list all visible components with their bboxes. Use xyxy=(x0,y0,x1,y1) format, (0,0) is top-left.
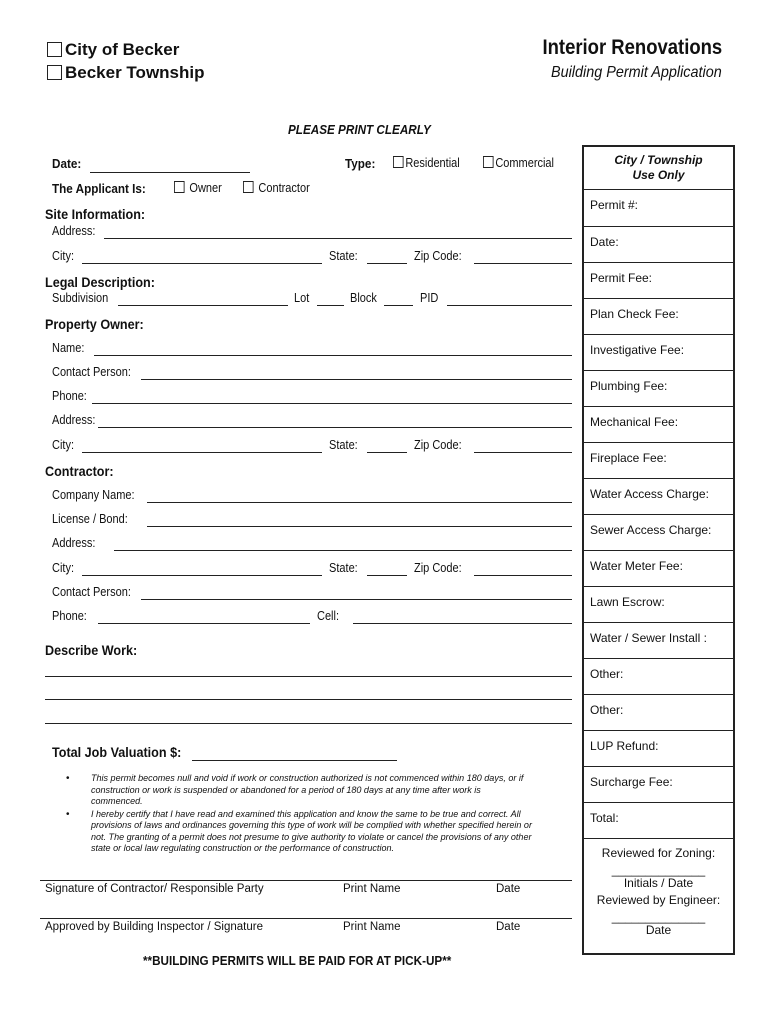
inspector-signature-label: Approved by Building Inspector / Signature xyxy=(45,921,263,933)
describe-work-heading: Describe Work: xyxy=(45,642,138,658)
contractor-contact-label: Contact Person: xyxy=(52,585,131,599)
plumbing-fee-field[interactable] xyxy=(584,371,733,407)
becker-township-option[interactable] xyxy=(47,63,205,83)
office-use-heading-line1: City / Township xyxy=(614,153,703,167)
township-checkbox[interactable] xyxy=(47,65,62,80)
site-information-heading: Site Information: xyxy=(45,206,146,222)
plumbing-fee-label: Plumbing Fee: xyxy=(590,379,668,393)
contractor-print-name-label: Print Name xyxy=(343,883,401,895)
zoning-initials-line[interactable]: ______________ xyxy=(611,863,706,877)
date-field[interactable] xyxy=(90,172,250,173)
print-clearly-notice: PLEASE PRINT CLEARLY xyxy=(288,122,431,137)
owner-state-field[interactable] xyxy=(367,452,407,453)
contractor-state-label: State: xyxy=(329,561,358,575)
company-name-label: Company Name: xyxy=(52,488,135,502)
water-meter-fee-label: Water Meter Fee: xyxy=(590,559,683,573)
surcharge-fee-field[interactable] xyxy=(584,767,733,803)
license-bond-field[interactable] xyxy=(147,526,572,527)
other-fee-field-1[interactable] xyxy=(584,659,733,695)
office-date-label: Date: xyxy=(590,235,619,249)
bullet-icon: • xyxy=(66,773,70,784)
total-field[interactable] xyxy=(584,803,733,839)
permit-number-field[interactable] xyxy=(584,189,733,227)
subdivision-label: Subdivision xyxy=(52,291,109,305)
lup-refund-field[interactable] xyxy=(584,731,733,767)
contractor-phone-label: Phone: xyxy=(52,609,87,623)
engineer-date-line[interactable]: ______________ xyxy=(611,910,706,924)
contractor-cell-label: Cell: xyxy=(317,609,340,623)
contractor-contact-field[interactable] xyxy=(141,599,572,600)
owner-label: Owner xyxy=(189,181,222,195)
fireplace-fee-label: Fireplace Fee: xyxy=(590,451,667,465)
owner-checkbox[interactable] xyxy=(174,181,185,193)
sewer-access-charge-field[interactable] xyxy=(584,515,733,551)
block-field[interactable] xyxy=(384,305,413,306)
plan-check-fee-label: Plan Check Fee: xyxy=(590,307,679,321)
contractor-label: Contractor xyxy=(258,181,310,195)
describe-work-line-2[interactable] xyxy=(45,699,572,700)
form-subtitle: Building Permit Application xyxy=(551,64,722,81)
note-void-text: This permit becomes null and void if work or construction authorized is not commenced within 180 days, or if construction or work is suspended or abandoned for a period of 180 days at any time after work is commenced. xyxy=(91,773,524,807)
owner-city-label: City: xyxy=(52,438,74,452)
contractor-address-field[interactable] xyxy=(114,550,572,551)
inspector-date-label: Date xyxy=(496,921,521,933)
water-sewer-install-label: Water / Sewer Install : xyxy=(590,631,707,645)
describe-work-line-3[interactable] xyxy=(45,723,572,724)
lot-label: Lot xyxy=(294,291,310,305)
mechanical-fee-label: Mechanical Fee: xyxy=(590,415,679,429)
date-label: Date: xyxy=(52,156,82,171)
describe-work-line-1[interactable] xyxy=(45,676,572,677)
surcharge-fee-label: Surcharge Fee: xyxy=(590,775,673,789)
contractor-signature-line[interactable] xyxy=(40,880,572,881)
legal-description-heading: Legal Description: xyxy=(45,274,155,290)
contractor-state-field[interactable] xyxy=(367,575,407,576)
residential-option[interactable] xyxy=(393,156,460,170)
office-use-heading-line2: Use Only xyxy=(632,168,685,182)
other-fee-field-2[interactable] xyxy=(584,695,733,731)
office-use-heading xyxy=(584,147,733,189)
zoning-initials-date-label: Initials / Date xyxy=(623,876,694,890)
owner-zip-label: Zip Code: xyxy=(414,438,462,452)
reviewed-engineer-label: Reviewed by Engineer: xyxy=(596,893,721,907)
fireplace-fee-field[interactable] xyxy=(584,443,733,479)
inspector-signature-line[interactable] xyxy=(40,918,572,919)
applicant-is-label: The Applicant Is: xyxy=(52,181,146,196)
contractor-city-field[interactable] xyxy=(82,575,322,576)
owner-phone-label: Phone: xyxy=(52,389,87,403)
other-fee-label-2: Other: xyxy=(590,703,624,717)
owner-address-label: Address: xyxy=(52,413,96,427)
owner-city-field[interactable] xyxy=(82,452,322,453)
permit-number-label: Permit #: xyxy=(590,198,639,212)
lup-refund-label: LUP Refund: xyxy=(590,739,659,753)
city-checkbox[interactable] xyxy=(47,42,62,57)
type-label: Type: xyxy=(345,156,376,171)
owner-name-field[interactable] xyxy=(94,355,572,356)
permit-fee-field[interactable] xyxy=(584,263,733,299)
plan-check-fee-field[interactable] xyxy=(584,299,733,335)
company-name-field[interactable] xyxy=(147,502,572,503)
total-valuation-label: Total Job Valuation $: xyxy=(52,744,182,760)
city-of-becker-option[interactable] xyxy=(47,40,179,60)
site-city-label: City: xyxy=(52,249,74,263)
contractor-option[interactable] xyxy=(243,181,310,195)
city-of-becker-label: City of Becker xyxy=(65,40,180,59)
contractor-checkbox[interactable] xyxy=(243,181,254,193)
inspector-print-name-label: Print Name xyxy=(343,921,401,933)
water-access-charge-label: Water Access Charge: xyxy=(590,487,709,501)
contractor-zip-field[interactable] xyxy=(474,575,572,576)
residential-checkbox[interactable] xyxy=(393,156,404,168)
license-bond-label: License / Bond: xyxy=(52,512,128,526)
mechanical-fee-field[interactable] xyxy=(584,407,733,443)
total-label: Total: xyxy=(590,811,619,825)
contractor-zip-label: Zip Code: xyxy=(414,561,462,575)
site-city-field[interactable] xyxy=(82,263,322,264)
contractor-cell-field[interactable] xyxy=(353,623,572,624)
owner-state-label: State: xyxy=(329,438,358,452)
water-meter-fee-field[interactable] xyxy=(584,551,733,587)
investigative-fee-label: Investigative Fee: xyxy=(590,343,685,357)
review-section xyxy=(584,839,733,953)
commercial-checkbox[interactable] xyxy=(483,156,494,168)
owner-contact-label: Contact Person: xyxy=(52,365,131,379)
site-address-field[interactable] xyxy=(104,238,572,239)
owner-option[interactable] xyxy=(174,181,222,195)
reviewed-zoning-label: Reviewed for Zoning: xyxy=(601,846,716,860)
property-owner-heading: Property Owner: xyxy=(45,316,144,332)
total-valuation-field[interactable] xyxy=(192,760,397,761)
residential-label: Residential xyxy=(405,156,460,170)
site-zip-label: Zip Code: xyxy=(414,249,462,263)
subdivision-field[interactable] xyxy=(118,305,288,306)
contractor-heading: Contractor: xyxy=(45,463,114,479)
block-label: Block xyxy=(350,291,377,305)
permit-fee-label: Permit Fee: xyxy=(590,271,653,285)
note-certify-text: I hereby certify that I have read and examined this application and know the same to be true and correct. All provisions of laws and ordinances governing this type of work will be complied with whether specified herein or not. The granting of a permit does not presume to give authority to violate or cancel the provisions of any other state or local law regulating construction or the performance of construction. xyxy=(91,808,532,854)
engineer-date-label: Date xyxy=(645,923,672,937)
lawn-escrow-label: Lawn Escrow: xyxy=(590,595,665,609)
becker-township-label: Becker Township xyxy=(65,63,205,82)
contractor-address-label: Address: xyxy=(52,536,96,550)
owner-phone-field[interactable] xyxy=(92,403,572,404)
owner-name-label: Name: xyxy=(52,341,85,355)
contractor-phone-field[interactable] xyxy=(98,623,310,624)
lawn-escrow-field[interactable] xyxy=(584,587,733,623)
water-access-charge-field[interactable] xyxy=(584,479,733,515)
office-use-box xyxy=(582,145,735,955)
other-fee-label-1: Other: xyxy=(590,667,624,681)
bullet-icon: • xyxy=(66,808,70,820)
contractor-city-label: City: xyxy=(52,561,74,575)
owner-address-field[interactable] xyxy=(98,427,572,428)
site-state-label: State: xyxy=(329,249,358,263)
form-title: Interior Renovations xyxy=(542,36,722,59)
office-date-field[interactable] xyxy=(584,227,733,263)
notes-list xyxy=(66,773,556,855)
pid-label: PID xyxy=(420,291,439,305)
site-address-label: Address: xyxy=(52,224,96,238)
note-item xyxy=(66,773,556,808)
site-zip-field[interactable] xyxy=(474,263,572,264)
pid-field[interactable] xyxy=(447,305,572,306)
commercial-label: Commercial xyxy=(495,156,555,170)
water-sewer-install-field[interactable] xyxy=(584,623,733,659)
contractor-signature-label: Signature of Contractor/ Responsible Party xyxy=(45,883,264,895)
sewer-access-charge-label: Sewer Access Charge: xyxy=(590,523,712,537)
site-state-field[interactable] xyxy=(367,263,407,264)
owner-zip-field[interactable] xyxy=(474,452,572,453)
payment-notice: **BUILDING PERMITS WILL BE PAID FOR AT PICK-UP** xyxy=(143,953,452,968)
contractor-date-label: Date xyxy=(496,883,521,895)
lot-field[interactable] xyxy=(317,305,344,306)
owner-contact-field[interactable] xyxy=(141,379,572,380)
investigative-fee-field[interactable] xyxy=(584,335,733,371)
commercial-option[interactable] xyxy=(483,156,554,170)
note-item xyxy=(66,809,556,855)
